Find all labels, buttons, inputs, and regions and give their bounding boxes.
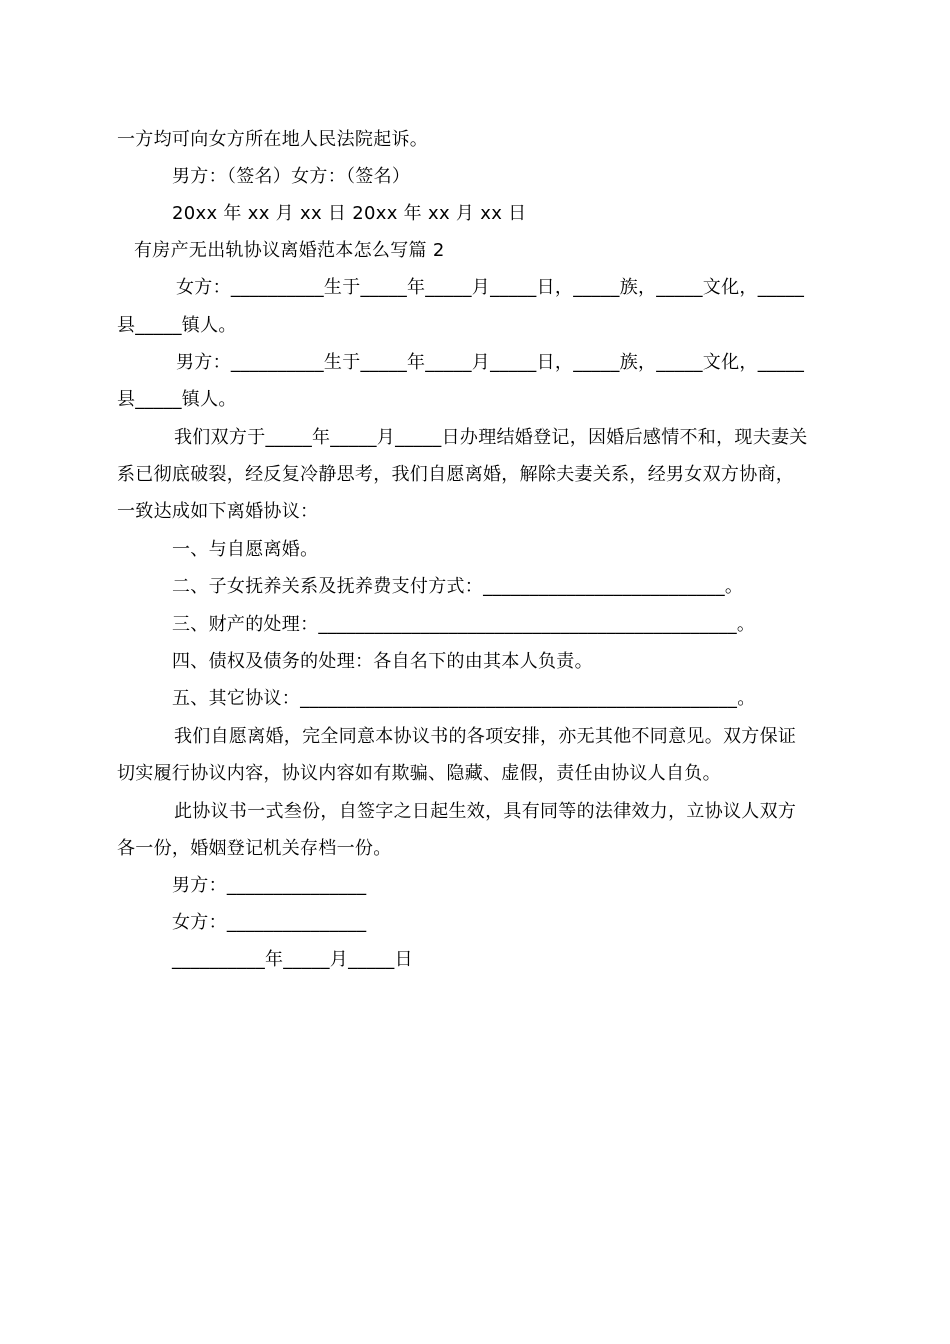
text-line-7: 男方：__________生于_____年_____月_____日，_____族，_____文化，_____ (176, 352, 805, 373)
text-line-19: 此协议书一式叁份，自签字之日起生效，具有同等的法律效力，立协议人双方 (174, 801, 797, 822)
text-line-12: 一、与自愿离婚。 (172, 539, 319, 560)
text-line-2: 男方：（签名）女方：（签名） (172, 166, 411, 187)
text-line-5: 女方：__________生于_____年_____月_____日，_____族，_____文化，_____ (176, 277, 805, 298)
text-line-18: 切实履行协议内容，协议内容如有欺骗、隐藏、虚假，责任由协议人自负。 (117, 763, 721, 784)
text-line-20: 各一份，婚姻登记机关存档一份。 (117, 838, 392, 859)
text-line-10: 系已彻底破裂，经反复冷静思考，我们自愿离婚，解除夫妻关系，经男女双方协商， (117, 464, 795, 485)
text-line-17: 我们自愿离婚，完全同意本协议书的各项安排，亦无其他不同意见。双方保证 (174, 726, 797, 747)
text-line-16: 五、其它协议：_______________________________________________。 (172, 688, 756, 709)
text-line-13: 二、子女抚养关系及抚养费支付方式：__________________________。 (172, 576, 744, 597)
section-heading: 有房产无出轨协议离婚范本怎么写篇 2 (134, 240, 445, 261)
text-line-1: 一方均可向女方所在地人民法院起诉。 (117, 129, 429, 150)
text-line-9: 我们双方于_____年_____月_____日办理结婚登记，因婚后感情不和，现夫妻关 (174, 427, 808, 448)
text-line-8: 县_____镇人。 (117, 389, 237, 410)
text-line-15: 四、债权及债务的处理：各自名下的由其本人负责。 (172, 651, 593, 672)
text-line-14: 三、财产的处理：_____________________________________________。 (172, 614, 756, 635)
text-line-6: 县_____镇人。 (117, 315, 237, 336)
text-line-3: 20xx 年 xx 月 xx 日 20xx 年 xx 月 xx 日 (172, 203, 527, 224)
text-line-11: 一致达成如下离婚协议： (117, 501, 319, 522)
text-line-21: 男方：_______________ (172, 875, 367, 896)
text-line-22: 女方：_______________ (172, 912, 367, 933)
text-line-23: __________年_____月_____日 (172, 949, 413, 970)
